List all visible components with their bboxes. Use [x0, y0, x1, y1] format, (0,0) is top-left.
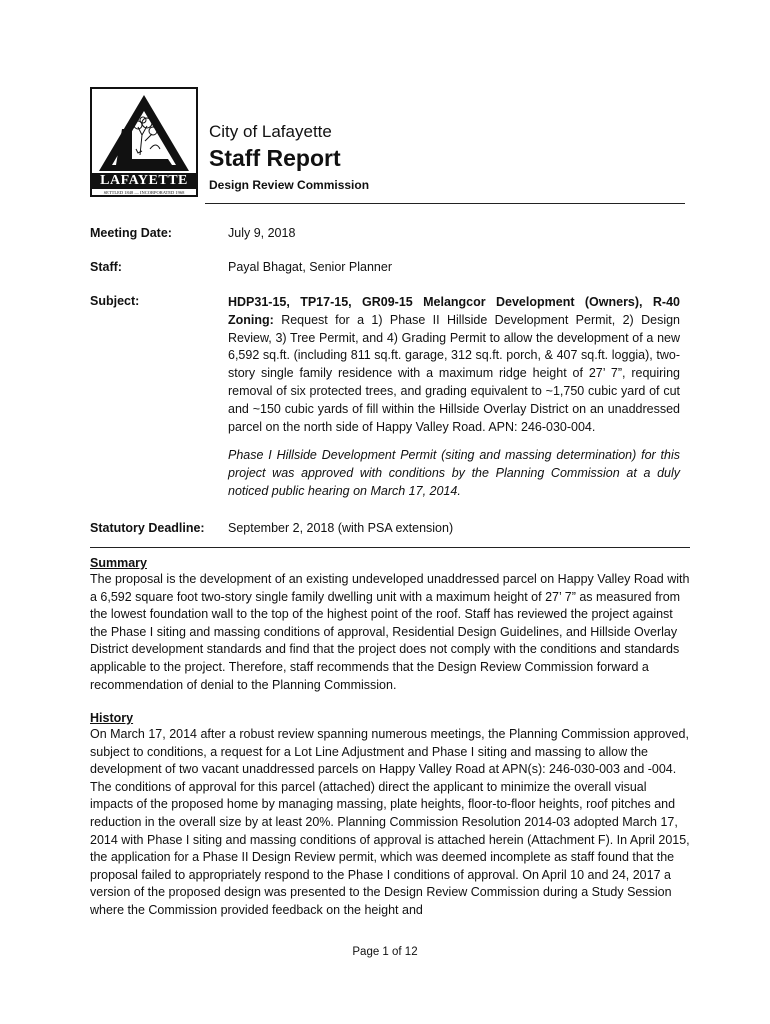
- summary-paragraph: The proposal is the development of an existing undeveloped unaddressed parcel on Happy Valley Road with a 6,592 square foot two-story single family dwelling unit with a maximum height of 27’ 7” as measured from the lowest foundation wall to the top of the highest point of the roof. Staff has reviewed the project against the Phase I siting and massing conditions of approval, Residential Design Guidelines, and Hillside Overlay District development standards and find that the project does not comply with the conditions and standards applicable to the project. Therefore, staff recommends that the Design Review Commission forward a recommendation of denial to the Planning Commission.: [90, 572, 690, 692]
- page-title: Staff Report: [209, 145, 341, 171]
- subject-paragraph: [228, 294, 680, 436]
- deadline-label: Statutory Deadline:: [90, 521, 205, 535]
- header-divider: [205, 203, 685, 204]
- staff-label: Staff:: [90, 260, 122, 274]
- meeting-date-label: Meeting Date:: [90, 226, 172, 240]
- subject-title: HDP31-15, TP17-15, GR09-15 Melangcor Development (Owners), R-40 Zoning:: [228, 295, 680, 327]
- commission-name: Design Review Commission: [209, 178, 370, 192]
- deadline-value: September 2, 2018 (with PSA extension): [228, 521, 454, 535]
- history-heading: History: [90, 711, 134, 725]
- city-name: City of Lafayette: [209, 122, 332, 141]
- meta-divider: [90, 547, 690, 548]
- staff-value: Payal Bhagat, Senior Planner: [228, 260, 392, 274]
- page-number: Page 1 of 12: [352, 946, 418, 958]
- subject-text: Request for a 1) Phase II Hillside Development Permit, 2) Design Review, 3) Tree Permit, and 4) Grading Permit to allow the development of a new 6,592 sq.ft. (including 811 sq.ft. garage, 312 sq.ft. porch, & 407 sq.ft. loggia), two-story single family residence with a maximum ridge height of 27’ 7”, requiring removal of six protected trees, and grading equivalent to ~1,750 cubic yard of cut and ~150 cubic yards of fill within the Hillside Overlay District on an unaddressed parcel on the north side of Happy Valley Road. APN: 246-030-004.: [228, 312, 680, 434]
- subject-note: Phase I Hillside Development Permit (siting and massing determination) for this project was approved with conditions by the Planning Commission at a duly noticed public hearing on March 17, 2014.: [228, 448, 680, 498]
- subject-label: Subject:: [90, 294, 140, 308]
- city-logo: [90, 87, 198, 197]
- subject-block: [228, 294, 680, 501]
- meeting-date-value: July 9, 2018: [228, 226, 296, 240]
- logo-tagline: SETTLED 1848 — INCORPORATED 1968: [103, 190, 185, 195]
- logo-wordmark: LAFAYETTE: [92, 173, 196, 189]
- summary-heading: Summary: [90, 556, 147, 570]
- history-paragraph: On March 17, 2014 after a robust review spanning numerous meetings, the Planning Commission approved, subject to conditions, a request for a Lot Line Adjustment and Phase I siting and massing to allow the development of two vacant unaddressed parcels on Happy Valley Road at APN(s): 246-030-003 and -004. The conditions of approval for this parcel (attached) direct the applicant to minimize the overall visual impacts of the proposed home by managing massing, plate heights, floor-to-floor heights, roof pitches and reduction in the overall size by at least 20%. Planning Commission Resolution 2014-03 adopted March 17, 2014 with Phase I siting and massing conditions of approval is attached herein (Attachment F). In April 2015, the application for a Phase II Design Review permit, which was deemed incomplete as staff found that the proposal failed to appropriately respond to the Phase I conditions of approval. On April 10 and 24, 2017 a version of the proposed design was presented to the Design Review Commission during a Study Session where the Commission provided feedback on the height and: [90, 727, 690, 917]
